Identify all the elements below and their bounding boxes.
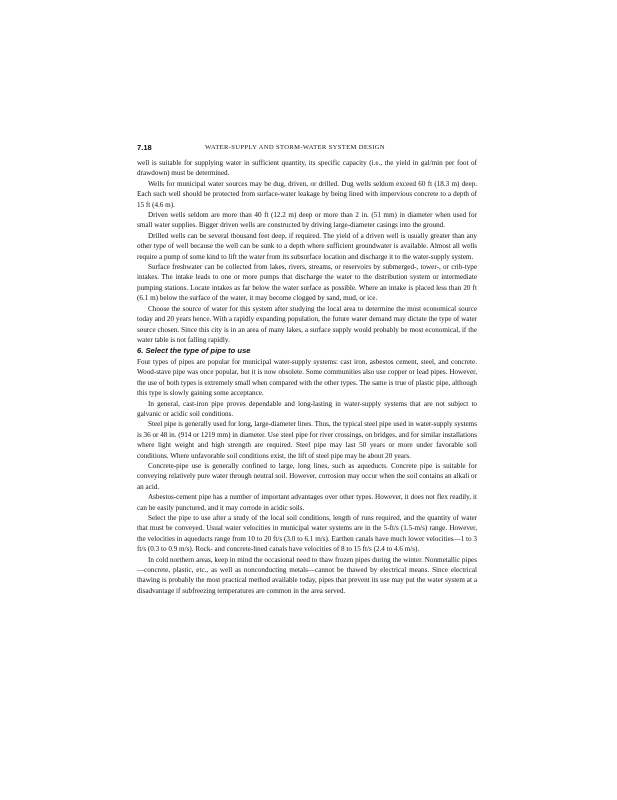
section-heading: 6. Select the type of pipe to use (137, 346, 251, 356)
paragraph: Surface freshwater can be collected from lakes, rivers, streams, or reservoirs by submerged-, tower-, or crib-type intakes. The intake leads to one or more pumps that discharge the water to the distribution system or intermediate pumping stations. Locate intakes as far below the water surface as possible. Where an intake is placed less than 20 ft (6.1 m) below the surface of the water, it may become clogged by sand, mud, or ice. (137, 263, 477, 303)
paragraph: Steel pipe is generally used for long, large-diameter lines. Thus, the typical steel pipe used in water-supply systems is 36 or 48 in. (914 or 1219 mm) in diameter. Use steel pipe for river crossings, on bridges, and for similar installations where light weight and high strength are required. Steel pipe may last 50 years or more under favorable soil conditions. Where unfavorable soil conditions exist, the lift of steel pipe may be about 20 years. (137, 420, 477, 460)
body-text (137, 158, 477, 596)
paragraph: Wells for municipal water sources may be dug, driven, or drilled. Dug wells seldom exceed 60 ft (18.3 m) deep. Each such well should be protected from surface-water leakage by being lined with impervious concrete to a depth of 15 ft (4.6 m). (137, 179, 477, 209)
paragraph: In cold northern areas, keep in mind the occasional need to thaw frozen pipes during the winter. Nonmetallic pipes—concrete, plastic, etc., as well as nonconducting metals—cannot be thawed by electrical means. Since electrical thawing is probably the most practical method available today, pipes that prevent its use may put the water system at a disadvantage if subfreezing temperatures are common in the area served. (137, 555, 477, 595)
paragraph: In general, cast-iron pipe proves dependable and long-lasting in water-supply systems that are not subject to galvanic or acidic soil conditions. (137, 399, 477, 418)
paragraph: Concrete-pipe use is generally confined to large, long lines, such as aqueducts. Concrete pipe is suitable for conveying relatively pure water through neutral soil. However, corrosion may occur when the soil contains an alkali or an acid. (137, 461, 477, 491)
paragraph: well is suitable for supplying water in sufficient quantity, its specific capacity (i.e., the yield in gal/min per foot of drawdown) must be determined. (137, 159, 477, 178)
paragraph: Driven wells seldom are more than 40 ft (12.2 m) deep or more than 2 in. (51 mm) in diameter when used for small water supplies. Bigger driven wells are constructed by driving large-diameter casings into the ground. (137, 211, 477, 230)
page-header (137, 142, 477, 154)
running-head: WATER-SUPPLY AND STORM-WATER SYSTEM DESIGN (205, 144, 385, 151)
paragraph: Drilled wells can be several thousand feet deep, if required. The yield of a driven well is usually greater than any other type of well because the well can be sunk to a depth where sufficient groundwater is available. Almost all wells require a pump of some kind to lift the water from its subsurface location and discharge it to the water-supply system. (137, 231, 477, 261)
page-number: 7.18 (137, 143, 152, 152)
paragraph: Asbestos-cement pipe has a number of important advantages over other types. However, it does not flex readily, it can be easily punctured, and it may corrode in acidic soils. (137, 493, 477, 512)
paragraph: Four types of pipes are popular for municipal water-supply systems: cast iron, asbestos cement, steel, and concrete. Wood-stave pipe was once popular, but it is now obsolete. Some communities also use copper or lead pipes. However, the use of both types is extremely small when compared with the other types. The same is true of plastic pipe, although this type is slowly gaining some acceptance. (137, 357, 477, 398)
paragraph: Select the pipe to use after a study of the local soil conditions, length of runs required, and the quantity of water that must be conveyed. Usual water velocities in municipal water systems are in the 5-ft/s (1.5-m/s) range. However, the velocities in aqueducts range from 10 to 20 ft/s (3.0 to 6.1 m/s). Earthen canals have much lower velocities—1 to 3 ft/s (0.3 to 0.9 m/s). Rock- and concrete-lined canals have velocities of 8 to 15 ft/s (2.4 to 4.6 m/s). (137, 514, 477, 554)
paragraph: Choose the source of water for this system after studying the local area to determine the most economical source today and 20 years hence. With a rapidly expanding population, the future water demand may dictate the type of water source chosen. Since this city is in an area of many lakes, a surface supply would probably be most economical, if the water table is not falling rapidly. (137, 304, 477, 344)
